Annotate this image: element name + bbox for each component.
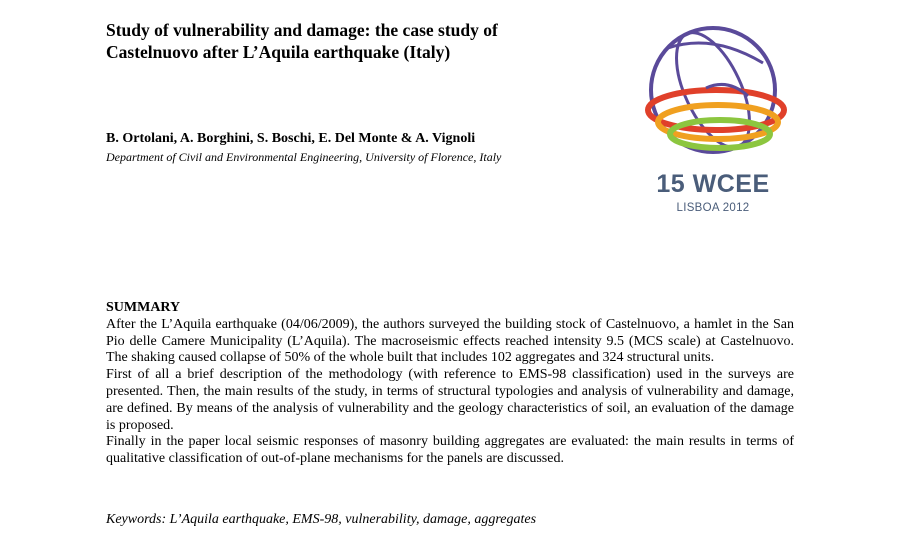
summary-section (106, 300, 794, 468)
conference-logo (628, 18, 798, 218)
summary-heading: SUMMARY (106, 300, 181, 315)
globe-rings-icon (628, 18, 798, 168)
logo-subtitle: LISBOA 2012 (676, 202, 750, 214)
title-line-1: Study of vulnerability and damage: the case study of (106, 20, 498, 40)
summary-paragraph-1: After the L’Aquila earthquake (04/06/2009), the authors surveyed the building stock of Castelnuovo, a hamlet in the San Pio delle Camere Municipality (L’Aquila). The macroseismic effects reached intensity 9.5 (MCS scale) at Castelnuovo. The shaking caused collapse of 50% of the whole built that includes 102 aggregates and 324 structural units. (106, 316, 794, 366)
paper-title (106, 19, 626, 63)
title-line-2: Castelnuovo after L’Aquila earthquake (Italy) (106, 42, 451, 62)
keywords: Keywords: L’Aquila earthquake, EMS-98, vulnerability, damage, aggregates (106, 512, 537, 527)
authors: B. Ortolani, A. Borghini, S. Boschi, E. Del Monte & A. Vignoli (106, 131, 476, 146)
summary-paragraph-2: First of all a brief description of the methodology (with reference to EMS-98 classification) used in the surveys are presented. Then, the main results of the study, in terms of structural typologies and analysis of vulnerability and damage, are defined. By means of the analysis of vulnerability and the geology characteristics of soil, an evaluation of the damage is proposed. (106, 367, 794, 433)
summary-paragraph-3: Finally in the paper local seismic responses of masonry building aggregates are evaluated: the main results in terms of qualitative classification of out-of-plane mechanisms for the panels are discussed. (106, 434, 794, 467)
affiliation: Department of Civil and Environmental Engineering, University of Florence, Italy (106, 150, 502, 164)
logo-title: 15 WCEE (656, 170, 770, 198)
